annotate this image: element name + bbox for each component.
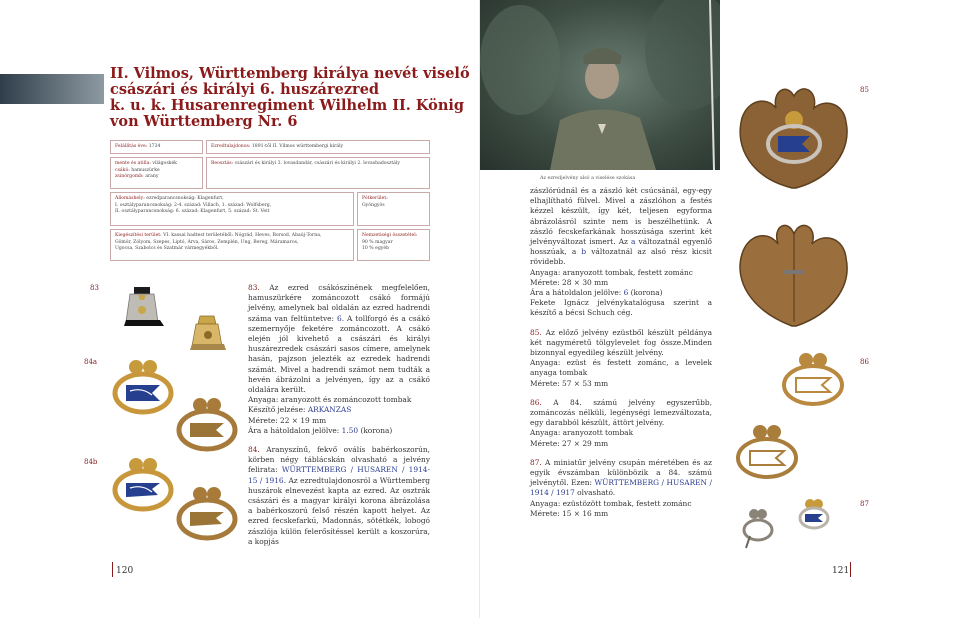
info-nationality <box>357 229 430 261</box>
entry-number: 86. <box>530 397 542 407</box>
oak-leaf-badge-back-image <box>732 214 856 334</box>
miniature-badge-back-image <box>740 506 776 550</box>
page-number-right: 121 <box>832 566 850 576</box>
entry-text: változatnál az alsó rész kicsit rövidebb. <box>530 247 712 267</box>
uniform-value: világoskék <box>152 161 177 166</box>
entry-text: A 84. számú jelvény egyszerűbb, zománcozás nélküli, legénységi lemezváltozata, egy darabból készült, áttört jelvény. <box>530 397 712 428</box>
stations-line: I. osztályparancsnokság: 2-4. század: Villach, 1. század: Wolfsberg, <box>115 202 272 208</box>
back-rest: (korona) <box>628 288 663 298</box>
badge-84a-front-image <box>112 357 174 417</box>
size-line: Mérete: 57 × 53 mm <box>530 378 609 388</box>
nation-label: Nemzetiségi összetétel: <box>362 233 418 238</box>
entry-85 <box>530 328 712 389</box>
replacement-label: Pótkerület: <box>362 196 388 201</box>
back-rest: (korona) <box>358 425 393 435</box>
uniform-label: mente és atilla: <box>115 161 151 166</box>
entry-text: változatnál egyenlő hosszúak, a <box>530 237 712 257</box>
info-recruit <box>110 229 354 261</box>
material-line: Anyaga: aranyozott és zománcozott tombak <box>248 395 412 405</box>
miniature-badge-front-image <box>796 496 832 532</box>
entry-number: 83. <box>248 283 260 292</box>
info-stations <box>110 192 354 226</box>
figure-marker-84a: 84a <box>84 358 98 366</box>
chapter-title <box>110 65 470 130</box>
stations-line: II. osztályparancsnokság: 6. század: Klagenfurt, 5. század: St. Veit <box>115 209 270 214</box>
badge-84b-front-image <box>112 455 174 513</box>
back-value: 1.50 <box>341 425 359 435</box>
info-replacement <box>357 192 430 226</box>
uniform-label: csákó: <box>115 167 130 173</box>
info-garrison <box>206 157 430 189</box>
maker-value: ARKANZAS <box>307 405 352 415</box>
entry-text: Az előző jelvény ezüstből készült példánya két nagyméretű tölgylevelet fog össze.Minden bizonnyal egyedileg készült jelvény. <box>530 327 712 358</box>
stations-label: Állomáshely: <box>115 196 145 201</box>
size-line: Mérete: 15 × 16 mm <box>530 508 609 518</box>
entry-text: Az ezred csákószínének megfelelően, hamuszürkére zománcozott csákó formájú jelvény, amelynek bal oldalán az ezred hadrendi száma van feltüntetve: <box>248 283 430 323</box>
title-line: k. u. k. Husarenregiment Wilhelm II. König <box>110 97 465 114</box>
owner-label: Ezredtulajdonos: <box>211 144 251 149</box>
owner-value: 1891-től II. Vilmos württembergi király <box>251 144 344 149</box>
title-line: von Württemberg Nr. 6 <box>110 113 298 130</box>
back-label: Ára a hátoldalon jelölve: <box>248 425 342 435</box>
highlight-text: WÜRTTEMBERG / HUSAREN / 1914 / 1917 <box>530 478 713 498</box>
back-label: Ára a hátoldalon jelölve: <box>530 288 624 298</box>
entry-text: Aranyszínű, fekvő oválís babérkoszorún, körben négy táblácskán olvasható a jelvény felirata: <box>248 445 430 475</box>
nation-line: 10 % egyéb <box>362 246 390 251</box>
title-color-band <box>0 74 104 104</box>
entry-text: A tollforgó és a csákó szemernyője feketére zománcozott. A csákó elején jól kivehető a császári és királyi huszárezredek császári sasos címere, amelynek hasán, pajzson jelezték az ezredek hadrendi számát. Mivel a hadrendi számot nem tudták a hevén ábrázolni a jelvényen, így az a csákó oldalára került. <box>248 313 430 395</box>
back-value: 6 <box>623 288 629 298</box>
entry-number: 87. <box>530 457 542 467</box>
highlight-text: b <box>581 247 587 257</box>
replacement-value: Gyöngyös <box>362 202 385 208</box>
maker-label: Készítő jelzése: <box>248 405 308 415</box>
highlight-text: WÜRTTEMBERG / HUSAREN / 1914-15 / 1916. <box>248 465 430 485</box>
info-owner <box>206 140 430 154</box>
hussar-officer-photo <box>480 0 720 170</box>
figure-marker-87: 87 <box>860 500 869 508</box>
recruit-line: Ugocsa, Szabolcs és Szatmár vármegyékből. <box>115 246 219 251</box>
material-line: Anyaga: aranyozott tombak <box>530 428 634 438</box>
highlight-text: 6. <box>337 313 345 323</box>
figure-marker-83: 83 <box>90 284 99 292</box>
recruit-label: Kiegészítési terület: <box>115 233 162 238</box>
title-line: császári és királyi 6. huszárezred <box>110 81 380 98</box>
size-line: Mérete: 27 × 29 mm <box>530 438 609 448</box>
entry-86 <box>530 398 712 449</box>
entry-text: zászlórúdnál és a zászló két csúcsánál, egy-egy elhajlítható fülvel. Mivel a zászlóhon a festés kézzel készült, így két, teljesen egyforma ábrázolásról szinte nem is beszélhetünk. A zászló fecskefarkának hosszúsága szerint két jelvényváltozat ismert. Az <box>530 186 712 247</box>
entry-number: 85. <box>530 327 542 337</box>
size-line: Mérete: 22 × 19 mm <box>248 415 327 425</box>
uniform-label: zsinórgomb: <box>115 174 144 179</box>
material-line: Anyaga: ezüst és festett zománc, a levelek anyaga tombak <box>530 358 712 378</box>
founded-value: 1734 <box>148 144 161 149</box>
entry-84-continued <box>530 186 712 319</box>
text-block-83 <box>248 283 430 556</box>
catalog-line: Fekete Ignácz jelvénykatalógusa szerint a készítő a bécsi Schuch cég. <box>530 298 712 318</box>
text-block-right <box>530 186 712 528</box>
figure-marker-86: 86 <box>860 358 869 366</box>
uniform-value: hamuszürke <box>131 167 160 173</box>
entry-text: Az ezredtulajdonosról a Württemberg huszárok elnevezést kapta az ezred. Az osztrák császári és a magyar királyi korona ábrázolása a babérkoszorú felső részén kapott helyet. Az ezred fecskefarkú, Madonnás, sötétkék, lobogó zászlója külön felerősítéssel került a koszorúra, a kopjás <box>248 475 430 546</box>
entry-84 <box>248 445 430 547</box>
size-line: Mérete: 28 × 30 mm <box>530 277 609 287</box>
material-line: Anyaga: ezüstözött tombak, festett zománc <box>530 498 692 508</box>
badge-86-back-image <box>734 422 800 482</box>
photo-caption: Az ezredjelvény alsó a viselése szokása <box>540 176 636 181</box>
highlight-text: a <box>631 237 636 247</box>
figure-marker-85: 85 <box>860 86 869 94</box>
title-line: II. Vilmos, Württemberg királya nevét viselő <box>110 65 470 82</box>
shako-badge-front-image <box>120 284 166 332</box>
page-number-bar <box>850 562 851 577</box>
info-founded <box>110 140 203 154</box>
uniform-value: arany <box>145 174 159 179</box>
shako-badge-side-image <box>188 312 228 356</box>
material-line: Anyaga: aranyozott tombak, festett zománc <box>530 267 693 277</box>
garrison-value: császári és királyi 3. lovasdandár, császári és királyi 2. lovashadosztály <box>234 161 400 166</box>
entry-text: olvasható. <box>574 488 616 498</box>
info-uniform <box>110 157 203 189</box>
photo-figure-image <box>480 0 720 170</box>
garrison-label: Beosztás: <box>211 161 234 166</box>
badge-84b-back-image <box>176 484 238 542</box>
recruit-line: Gömör, Zólyom, Szepes, Liptó, Árva, Sáros, Zemplén, Ung, Bereg, Máramaros, <box>115 239 299 245</box>
entry-text: A miniatűr jelvény csupán méretében és az egyik évszámban különbözik a 84. számú jelvénytől. Ezen: <box>530 457 712 488</box>
oak-leaf-badge-front-image <box>732 78 856 198</box>
badge-84a-back-image <box>176 395 238 453</box>
figure-marker-84b: 84b <box>84 458 98 466</box>
recruit-line: VI. kassai hadtest területéből: Nógrád, Heves, Borsod, Abaúj-Torna, <box>163 233 322 238</box>
page-number-left: 120 <box>116 566 134 576</box>
entry-number: 84. <box>248 445 260 455</box>
entry-87 <box>530 458 712 519</box>
founded-label: Felállítás éve: <box>115 144 148 149</box>
stations-line: ezredparancsnokság: Klagenfurt, <box>146 196 224 201</box>
page-number-bar <box>112 562 113 577</box>
nation-line: 90 % magyar <box>362 239 393 245</box>
entry-83 <box>248 283 430 436</box>
badge-86-front-image <box>780 350 846 408</box>
